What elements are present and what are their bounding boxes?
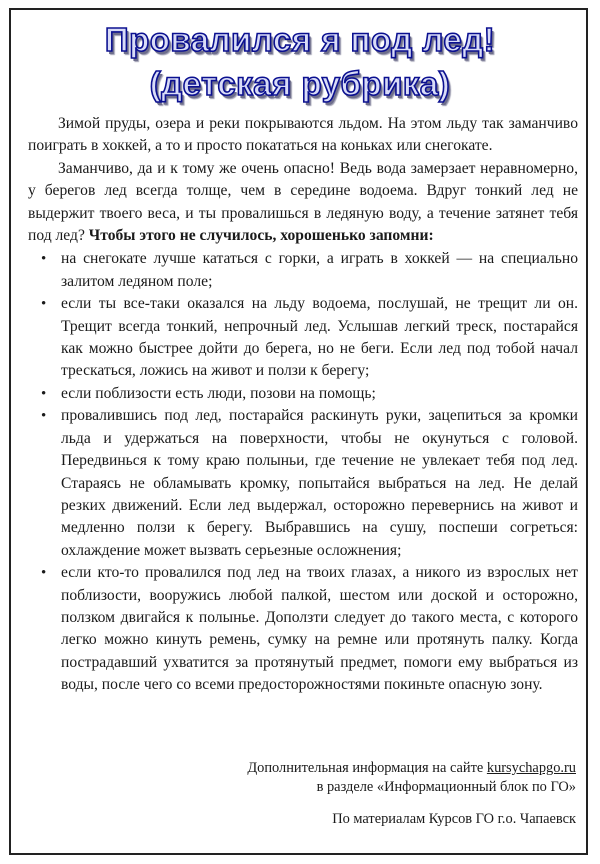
footer-info-prefix: Дополнительная информация на сайте — [247, 760, 487, 776]
footer-info-section: в разделе «Информационный блок по ГО» — [316, 779, 576, 795]
list-item-text: если ты все-таки оказался на льду водоема, послушай, не трещит ли он. Трещит всегда тонкий, непрочный лед. Услышав легкий треск, постарайся как можно быстрее дойти до берега, но не беги. Если лед под тобой начал трескаться, ложись на живот и ползи к берегу; — [61, 295, 578, 380]
list-item — [28, 248, 578, 293]
bullet-icon: • — [41, 565, 47, 582]
intro-emphasis: Чтобы этого не случилось, хорошенько запомни: — [88, 227, 434, 245]
footer-info — [247, 759, 576, 797]
list-item — [28, 293, 578, 383]
article-body — [28, 113, 578, 697]
list-item-text: на снегокате лучше кататься с горки, а играть в хоккей — на специально залитом ледяном поле; — [61, 250, 578, 290]
list-item — [28, 405, 578, 562]
intro-paragraph-1: Зимой пруды, озера и реки покрываются льдом. На этом льду так заманчиво поиграть в хоккей, а то и просто покататься на коньках или снегокате. — [28, 115, 578, 155]
safety-rules-list — [28, 248, 578, 696]
list-item-text: если кто-то провалился под лед на твоих глазах, а никого из взрослых нет поблизости, вооружись любой палкой, шестом или доской и осторожно, ползком двигайся к полынье. Доползти следует до такого места, с которого легко можно кинуть ремень, сумку на ремне или протянуть палку. Когда пострадавший ухватится за протянутый предмет, помоги ему выбраться из воды, после чего со всеми предосторожностями покиньте опасную зону. — [61, 564, 578, 694]
intro-paragraph-2-text: Заманчиво, да и к тому же очень опасно! Ведь вода замерзает неравномерно, у берегов лед всегда толще, чем в середине водоема. Вдруг тонкий лед не выдержит твоего веса, и ты провалишься в ледяную воду, а течение затянет тебя под лед? — [28, 159, 578, 245]
list-item — [28, 562, 578, 696]
bullet-icon: • — [41, 296, 47, 313]
footer-source: По материалам Курсов ГО г.о. Чапаевск — [332, 811, 576, 827]
page-title: Провалился я под лед! — [104, 21, 496, 58]
site-link[interactable]: kursychapgo.ru — [486, 760, 576, 776]
list-item-text: провалившись под лед, постарайся раскинуть руки, зацепиться за кромки льда и удержаться на поверхности, чтобы не окунуться с головой. Передвинься к тому краю полыньи, где течение не увлекает тебя под лед. Стараясь не обламывать кромку, попытайся выбраться на лед. Не делай резких движений. Если лед выдержал, осторожно перевернись на живот и медленно ползи к берегу. Выбравшись на сушу, поспеши согреться: охлаждение может вызвать серьезные осложнения; — [61, 407, 578, 559]
bullet-icon: • — [41, 251, 47, 268]
list-item-text: если поблизости есть люди, позови на помощь; — [61, 384, 376, 402]
footer-info-line — [247, 759, 576, 778]
list-item — [28, 383, 578, 405]
page-subtitle: (детская рубрика) — [149, 65, 451, 102]
bullet-icon: • — [41, 408, 47, 425]
bullet-icon: • — [41, 385, 47, 402]
intro-paragraph-2 — [28, 158, 578, 248]
